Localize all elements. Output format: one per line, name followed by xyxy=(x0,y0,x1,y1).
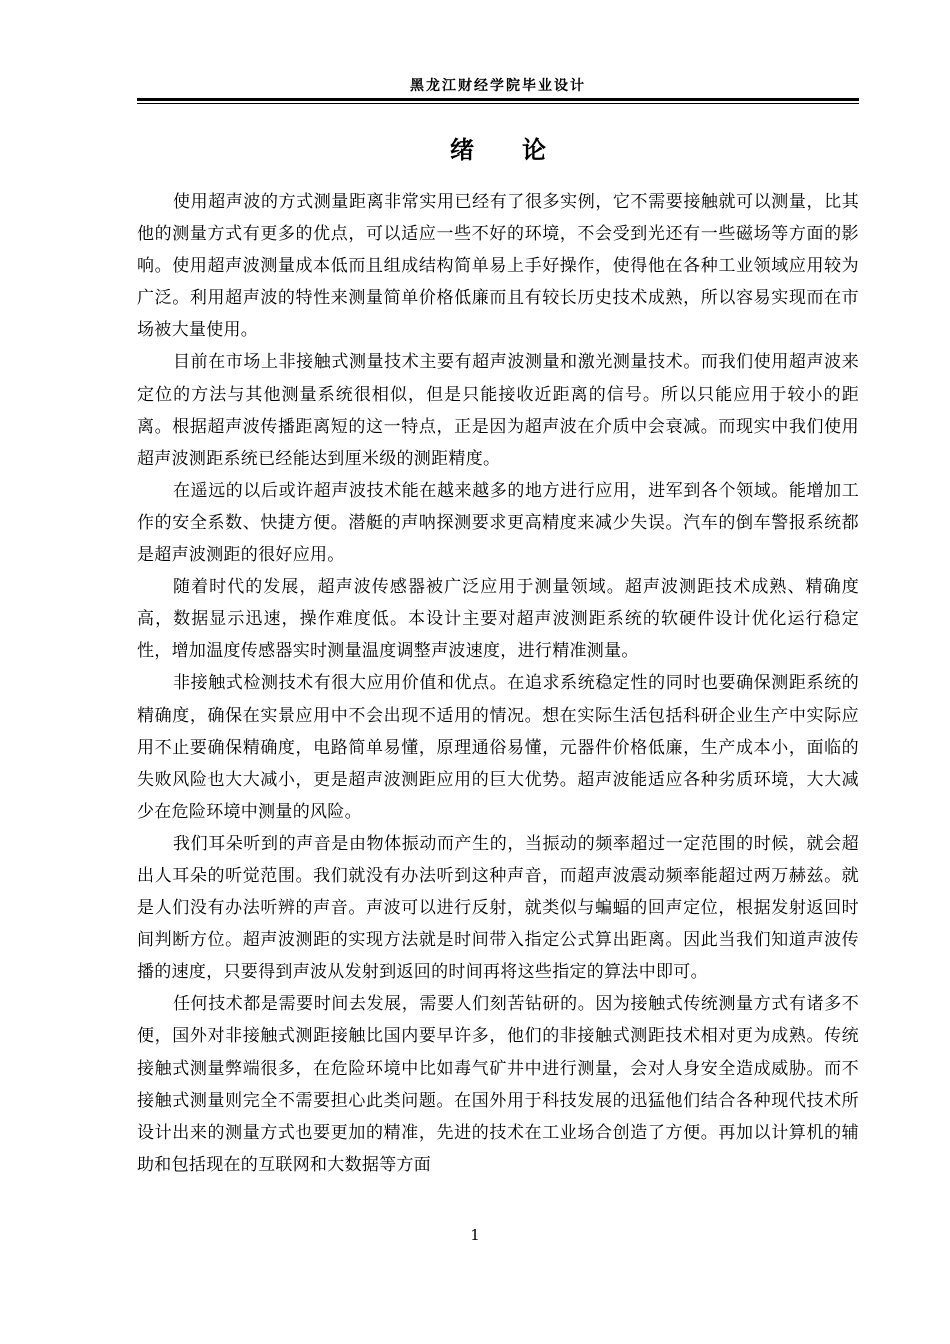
paragraph-4: 随着时代的发展，超声波传感器被广泛应用于测量领域。超声波测距技术成熟、精确度高，数据显示迅速，操作难度低。本设计主要对超声波测距系统的软硬件设计优化运行稳定性，增加温度传感器实时测量温度调整声波速度，进行精准测量。 xyxy=(137,577,859,662)
paragraph-3: 在遥远的以后或许超声波技术能在越来越多的地方进行应用，进军到各个领域。能增加工作的安全系数、快捷方便。潜艇的声呐探测要求更高精度来减少失误。汽车的倒车警报系统都是超声波测距的很好应用。 xyxy=(137,480,859,566)
page-number: 1 xyxy=(470,1226,480,1244)
paragraph-1: 使用超声波的方式测量距离非常实用已经有了很多实例，它不需要接触就可以测量，比其他的测量方式有更多的优点，可以适应一些不好的环境，不会受到光还有一些磁场等方面的影响。使用超声波测量成本低而且组成结构简单易上手好操作，使得他在各种工业领域应用较为广泛。利用超声波的特性来测量简单价格低廉而且有较长历史技术成熟，所以容易实现而在市场被大量使用。 xyxy=(137,192,859,341)
paragraph-7: 任何技术都是需要时间去发展，需要人们刻苦钻研的。因为接触式传统测量方式有诸多不便，国外对非接触式测距接触比国内要早许多，他们的非接触式测距技术相对更为成熟。传统接触式测量弊端很多，在危险环境中比如毒气矿井中进行测量，会对人身安全造成威胁。而不接触式测量则完全不需要担心此类问题。在国外用于科技发展的迅猛他们结合各种现代技术所设计出来的测量方式也要更加的精准，先进的技术在工业场合创造了方便。再加以计算机的辅助和包括现在的互联网和大数据等方面 xyxy=(137,994,859,1175)
running-header: 黑龙江财经学院毕业设计 xyxy=(410,78,586,94)
section-title xyxy=(137,134,859,166)
body-text xyxy=(137,186,859,1181)
paragraph-2: 目前在市场上非接触式测量技术主要有超声波测量和激光测量技术。而我们使用超声波来定位的方法与其他测量系统很相似，但是只能接收近距离的信号。所以只能应用于较小的距离。根据超声波传播距离短的这一特点，正是因为超声波在介质中会衰减。而现实中我们使用超声波测距系统已经能达到厘米级的测距精度。 xyxy=(137,352,859,469)
section-title-first-char: 绪 xyxy=(450,135,474,164)
paragraph-6: 我们耳朵听到的声音是由物体振动而产生的，当振动的频率超过一定范围的时候，就会超出人耳朵的听觉范围。我们就没有办法听到这种声音，而超声波震动频率能超过两万赫兹。就是人们没有办法听辨的声音。声波可以进行反射，就类似与蝙蝠的回声定位，根据发射返回时间判断方位。超声波测距的实现方法就是时间带入指定公式算出距离。因此当我们知道声波传播的速度，只要得到声波从发射到返回的时间再将这些指定的算法中即可。 xyxy=(137,833,859,983)
section-title-second-char: 论 xyxy=(522,135,546,164)
header-rule-thin xyxy=(137,103,859,104)
paragraph-5: 非接触式检测技术有很大应用价值和优点。在追求系统稳定性的同时也要确保测距系统的精确度，确保在实景应用中不会出现不适用的情况。想在实际生活包括科研企业生产中实际应用不止要确保精确度，电路简单易懂，原理通俗易懂，元器件价格低廉，生产成本小，面临的失败风险也大大减小，更是超声波测距应用的巨大优势。超声波能适应各种劣质环境，大大减少在危险环境中测量的风险。 xyxy=(137,673,859,822)
header-rule-thick xyxy=(137,98,859,101)
